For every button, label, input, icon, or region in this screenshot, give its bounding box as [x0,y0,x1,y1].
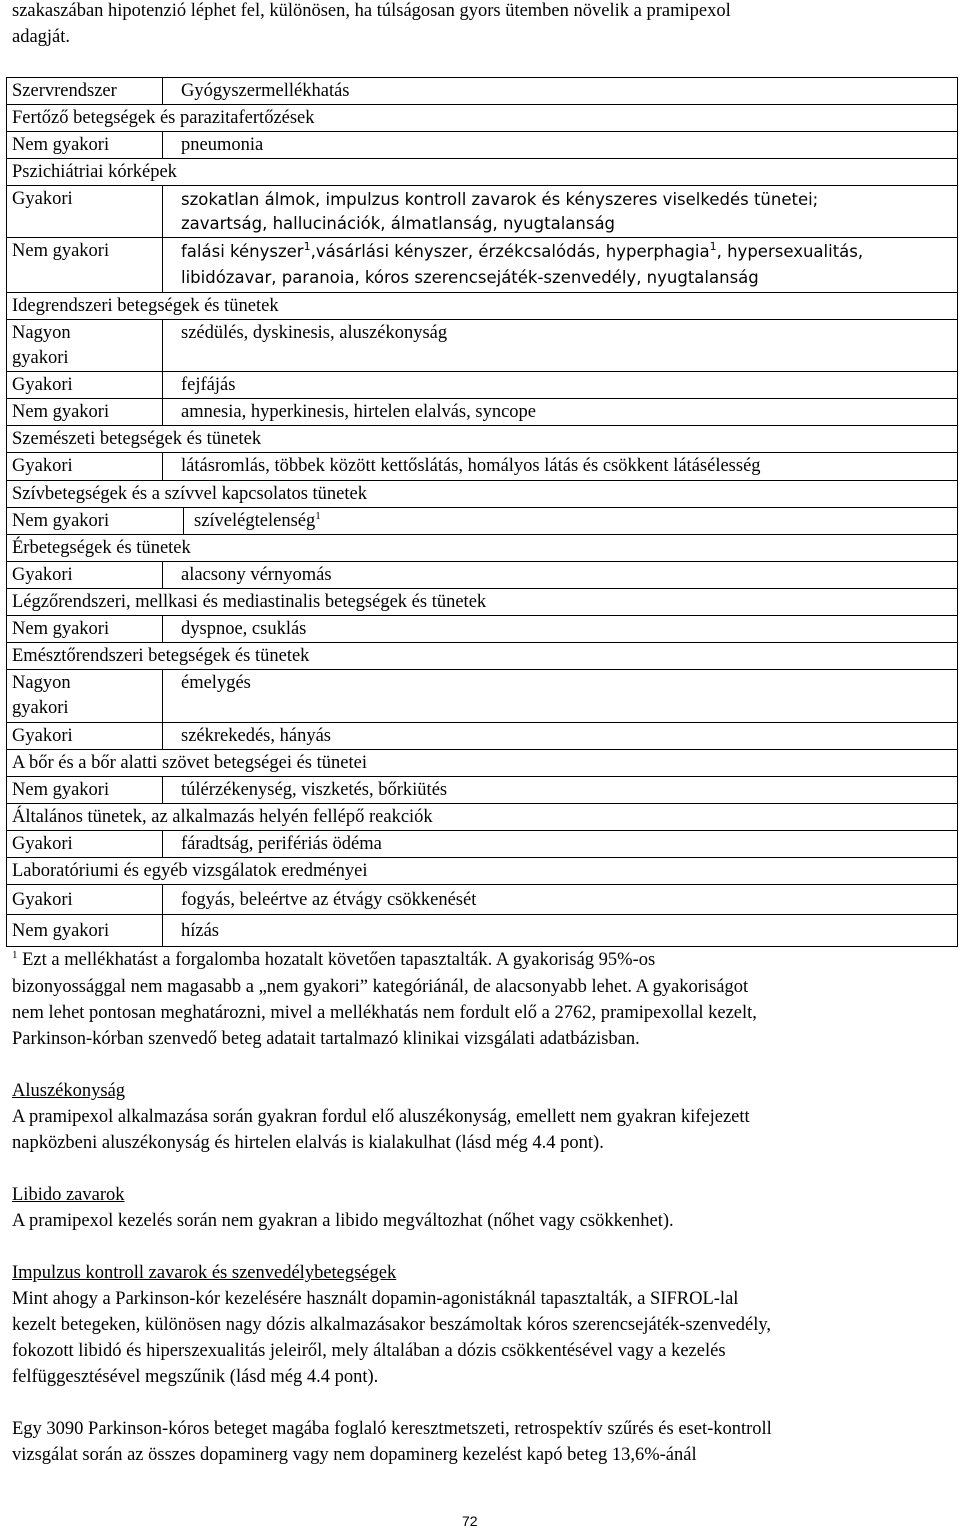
section-heading: Aluszékonyság [12,1081,126,1101]
table-rule [6,77,958,78]
side-effect-text: alacsony vérnyomás [181,565,332,585]
frequency-label: Nem gyakori [12,511,110,531]
paragraph-line: fokozott libidó és hiperszexualitás jeleiről, mely általában a dózis csökkentésével vagy a kezelés [12,1341,726,1361]
frequency-label: gyakori [12,698,69,718]
table-rule [6,507,958,508]
footnote-line: $^1$ Ezt a mellékhatást a forgalomba hozatalt követően tapasztalták. A gyakoriság 95%-os [12,949,656,970]
table-rule [6,588,958,589]
side-effect-text: fáradtság, perifériás ödéma [181,834,382,854]
column-divider [162,131,163,158]
table-rule [6,104,958,105]
table-rule [6,669,958,670]
table-header-col2: Gyógyszermellékhatás [181,81,350,101]
page-number: 72 [462,1513,478,1529]
side-effect-text: zavartság, hallucinációk, álmatlanság, nyugtalanság [181,214,616,233]
table-header-col1: Szervrendszer [12,81,117,101]
table-rule [6,292,958,293]
frequency-label: Gyakori [12,726,73,746]
frequency-label: gyakori [12,348,69,368]
table-rule [6,749,958,750]
table-border-left [6,77,7,946]
table-rule [6,319,958,320]
paragraph-line: Mint ahogy a Parkinson-kór kezelésére használt dopamin-agonistáknál tapasztalták, a SIFROL-lal [12,1289,739,1309]
paragraph-line: A pramipexol alkalmazása során gyakran fordul elő aluszékonyság, emellett nem gyakran kifejezett [12,1107,750,1127]
footnote-ref: 1 [303,240,311,253]
frequency-label: Gyakori [12,189,73,209]
frequency-label: Nem gyakori [12,921,110,941]
side-effect-text: fogyás, beleértve az étvágy csökkenését [181,890,477,910]
frequency-label: Nagyon [12,673,71,693]
table-rule [6,776,958,777]
column-divider [162,319,163,425]
section-title: Fertőző betegségek és parazitafertőzések [12,108,315,128]
table-rule [6,803,958,804]
intro-line: adagját. [12,27,71,47]
frequency-label: Nem gyakori [12,619,110,639]
side-effect-text: hízás [181,921,220,941]
column-divider [162,561,163,588]
table-rule [6,830,958,831]
footnote-mark: 1 [12,949,18,961]
side-effect-text: fejfájás [181,375,236,395]
table-rule [6,615,958,616]
table-rule [6,480,958,481]
table-rule [6,237,958,238]
side-effect-text: dyspnoe, csuklás [181,619,307,639]
frequency-label: Gyakori [12,834,73,854]
side-effect-text: émelygés [181,673,251,693]
side-effect-text: amnesia, hyperkinesis, hirtelen elalvás, syncope [181,402,536,422]
side-effect-text: szédülés, dyskinesis, aluszékonyság [181,323,448,343]
table-rule [6,371,958,372]
table-rule [6,857,958,858]
footnote-line: Parkinson-kórban szenvedő beteg adatait tartalmazó klinikai vizsgálati adatbázisban. [12,1029,640,1049]
frequency-label: Nagyon [12,323,71,343]
side-effect-text: pneumonia [181,135,264,155]
table-rule [6,131,958,132]
section-title: Általános tünetek, az alkalmazás helyén fellépő reakciók [12,807,433,827]
side-effect-text: székrekedés, hányás [181,726,331,746]
paragraph-line: kezelt betegeken, különösen nagy dózis alkalmazásakor beszámoltak kóros szerencsejáték-szenvedély, [12,1315,772,1335]
table-rule [6,642,958,643]
column-divider [162,77,163,104]
intro-line: szakaszában hipotenzió léphet fel, különösen, ha túlságosan gyors ütemben növelik a pramipexol [12,1,731,21]
table-rule [6,534,958,535]
section-heading: Libido zavarok [12,1185,125,1205]
section-title: Emésztőrendszeri betegségek és tünetek [12,646,310,666]
column-divider [183,507,184,534]
frequency-label: Gyakori [12,375,73,395]
table-rule [6,722,958,723]
table-rule [6,398,958,399]
section-title: Szemészeti betegségek és tünetek [12,429,262,449]
table-rule [6,425,958,426]
footnote-ref: 1 [315,510,321,522]
footnote-line: bizonyossággal nem magasabb a „nem gyakori” kategóriánál, de alacsonyabb lehet. A gyakoriságot [12,977,749,997]
table-rule [6,946,958,947]
section-title: Pszichiátriai kórképek [12,162,177,182]
section-title: Légzőrendszeri, mellkasi és mediastinalis betegségek és tünetek [12,592,487,612]
side-effect-text: falási kényszer$^1$,vásárlási kényszer, érzékcsalódás, hyperphagia$^1$, hypersexualitás, [181,240,864,261]
column-divider [162,830,163,857]
table-rule [6,452,958,453]
footnote-ref: 1 [709,240,717,253]
frequency-label: Nem gyakori [12,241,110,261]
section-title: Idegrendszeri betegségek és tünetek [12,296,279,316]
column-divider [162,185,163,292]
frequency-label: Gyakori [12,565,73,585]
section-title: Szívbetegségek és a szívvel kapcsolatos tünetek [12,484,367,504]
section-title: Érbetegségek és tünetek [12,538,191,558]
table-rule [6,185,958,186]
column-divider [162,776,163,803]
side-effect-text: szokatlan álmok, impulzus kontroll zavarok és kényszeres viselkedés tünetei; [181,190,819,209]
frequency-label: Nem gyakori [12,402,110,422]
side-effect-text: túlérzékenység, viszketés, bőrkiütés [181,780,448,800]
table-rule [6,914,958,915]
paragraph-line: Egy 3090 Parkinson-kóros beteget magába foglaló keresztmetszeti, retrospektív szűrés és eset-kontroll [12,1419,772,1439]
paragraph-line: felfüggesztésével megszűnik (lásd még 4.4 pont). [12,1367,379,1387]
side-effect-text: látásromlás, többek között kettőslátás, homályos látás és csökkent látásélesség [181,456,761,476]
section-title: A bőr és a bőr alatti szövet betegségei és tünetei [12,753,367,773]
frequency-label: Gyakori [12,890,73,910]
paragraph-line: napközbeni aluszékonyság és hirtelen elalvás is kialakulhat (lásd még 4.4 pont). [12,1133,604,1153]
table-rule [6,884,958,885]
section-title: Laboratóriumi és egyéb vizsgálatok eredményei [12,861,368,881]
column-divider [162,884,163,946]
paragraph-line: vizsgálat során az összes dopaminerg vagy nem dopaminerg kezelést kapó beteg 13,6%-ánál [12,1445,697,1465]
footnote-line: nem lehet pontosan meghatározni, mivel a mellékhatás nem fordult elő a 2762, pramipexollal kezelt, [12,1003,757,1023]
frequency-label: Gyakori [12,456,73,476]
side-effect-text: libidózavar, paranoia, kóros szerencsejáték-szenvedély, nyugtalanság [181,268,759,287]
table-rule [6,561,958,562]
paragraph-line: A pramipexol kezelés során nem gyakran a libido megváltozhat (nőhet vagy csökkenhet). [12,1211,674,1231]
frequency-label: Nem gyakori [12,780,110,800]
column-divider [162,669,163,749]
table-border-right [957,77,958,946]
column-divider [162,452,163,480]
frequency-label: Nem gyakori [12,135,110,155]
table-rule [6,158,958,159]
side-effect-text: szívelégtelenség$^1$ [194,510,321,531]
section-heading: Impulzus kontroll zavarok és szenvedélybetegségek [12,1263,397,1283]
column-divider [162,615,163,642]
